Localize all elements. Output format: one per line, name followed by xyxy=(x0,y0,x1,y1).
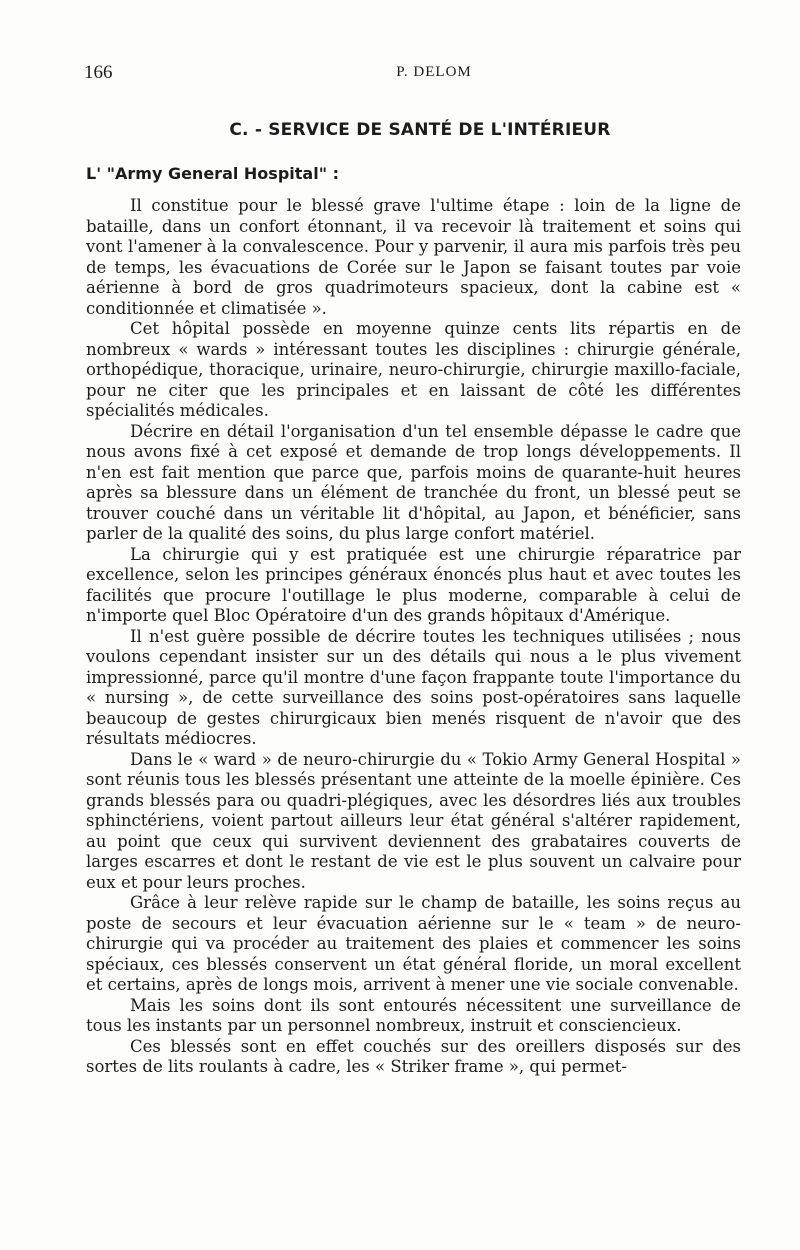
running-title: P. DELOM xyxy=(396,64,472,80)
page-number: 166 xyxy=(84,62,113,83)
paragraph: La chirurgie qui y est pratiquée est une chirurgie réparatrice par excellence, selon les principes généraux énoncés plus haut et avec toutes les facilités que procure l'outillage le plus moderne, comparable à celui de n'importe quel Bloc Opératoire d'un des grands hôpitaux d'Amérique. xyxy=(86,544,741,625)
paragraph: Décrire en détail l'organisation d'un tel ensemble dépasse le cadre que nous avons fixé à cet exposé et demande de trop longs développements. Il n'en est fait mention que parce que, parfois moins de quarante-huit heures après sa blessure dans un élément de tranchée du front, un blessé peut se trouver couché dans un véritable lit d'hôpital, au Japon, et bénéficier, sans parler de la qualité des soins, du plus large confort matériel. xyxy=(86,421,741,543)
running-head xyxy=(84,62,740,86)
paragraph: Dans le « ward » de neuro-chirurgie du « Tokio Army General Hospital » sont réunis tous les blessés présentant une atteinte de la moelle épinière. Ces grands blessés para ou quadri-plégiques, avec les désordres liés aux troubles sphinctériens, voient partout ailleurs leur état général s'altérer rapidement, au point que ceux qui survivent deviennent des grabataires couverts de larges escarres et dont le restant de vie est le plus souvent un calvaire pour eux et pour leurs proches. xyxy=(86,749,741,892)
sub-heading: L' "Army General Hospital" : xyxy=(86,164,339,183)
paragraph: Il constitue pour le blessé grave l'ultime étape : loin de la ligne de bataille, dans un confort étonnant, il va recevoir là traitement et soins qui vont l'amener à la convalescence. Pour y parvenir, il aura mis parfois très peu de temps, les évacuations de Corée sur le Japon se faisant toutes par voie aérienne à bord de gros quadrimoteurs spacieux, dont la cabine est « conditionnée et climatisée ». xyxy=(86,196,741,318)
body-text xyxy=(86,196,741,1078)
paragraph: Il n'est guère possible de décrire toutes les techniques utilisées ; nous voulons cependant insister sur un des détails qui nous a le plus vivement impressionné, parce qu'il montre d'une façon frappante toute l'importance du « nursing », de cette surveillance des soins post-opératoires sans laquelle beaucoup de gestes chirurgicaux bien menés risquent de n'avoir que des résultats médiocres. xyxy=(86,626,741,748)
paragraph: Ces blessés sont en effet couchés sur des oreillers disposés sur des sortes de lits roulants à cadre, les « Striker frame », qui permet- xyxy=(86,1036,741,1076)
paragraph: Mais les soins dont ils sont entourés nécessitent une surveillance de tous les instants par un personnel nombreux, instruit et consciencieux. xyxy=(86,995,741,1035)
paragraph: Cet hôpital possède en moyenne quinze cents lits répartis en de nombreux « wards » intéressant toutes les disciplines : chirurgie générale, orthopédique, thoracique, urinaire, neuro-chirurgie, chirurgie maxillo-faciale, pour ne citer que les principales et en laissant de côté les différentes spécialités médicales. xyxy=(86,319,741,420)
section-heading: C. - SERVICE DE SANTÉ DE L'INTÉRIEUR xyxy=(229,120,611,140)
paragraph: Grâce à leur relève rapide sur le champ de bataille, les soins reçus au poste de secours et leur évacuation aérienne sur le « team » de neuro-chirurgie qui va procéder au traitement des plaies et commencer les soins spéciaux, ces blessés conservent un état général floride, un moral excellent et certains, après de longs mois, arrivent à mener une vie sociale convenable. xyxy=(86,893,741,994)
